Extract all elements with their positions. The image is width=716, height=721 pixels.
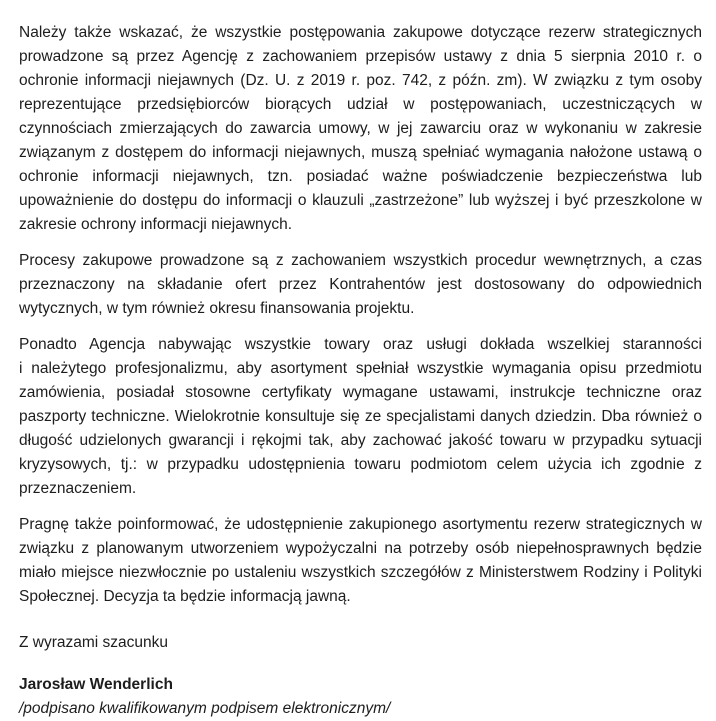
signatory-name: Jarosław Wenderlich: [19, 676, 173, 693]
paragraph-procurement-procedures: Procesy zakupowe prowadzone są z zachowaniem wszystkich procedur wewnętrznych, a czas przeznaczony na składanie ofert przez Kontrahentów jest dostosowany do odpowiednich wytycznych, w tym również okresu finansowania projektu.: [19, 252, 702, 317]
electronic-signature-note: /podpisano kwalifikowanym podpisem elektronicznym/: [19, 700, 391, 717]
closing-salutation: Z wyrazami szacunku: [19, 634, 169, 651]
paragraph-classified-information: Należy także wskazać, że wszystkie postępowania zakupowe dotyczące rezerw strategicznych prowadzone są przez Agencję z zachowaniem przepisów ustawy z dnia 5 sierpnia 2010 r. o ochronie informacji niejawnych (Dz. U. z 2019 r. poz. 742, z późn. zm). W związku z tym osoby reprezentujące przedsiębiorców biorących udział w postępowaniach, uczestniczących w czynnościach zmierzających do zawarcia umowy, w jej zawarciu oraz w wykonaniu w zakresie związanym z dostępem do informacji niejawnych, muszą spełniać wymagania nałożone ustawą o ochronie informacji niejawnych, tzn. posiadać ważne poświadczenie bezpieczeństwa lub upoważnienie do dostępu do informacji o klauzuli „zastrzeżone” lub wyższej i być przeszkolone w zakresie ochrony informacji niejawnych.: [19, 24, 702, 233]
signature-block: [19, 673, 702, 721]
paragraph-quality-assurance: Ponadto Agencja nabywając wszystkie towary oraz usługi dokłada wszelkiej staranności i należytego profesjonalizmu, aby asortyment spełniał wszystkie wymagania opisu przedmiotu zamówienia, posiadał stosowne certyfikaty wymagane ustawami, instrukcje techniczne oraz paszporty techniczne. Wielokrotnie konsultuje się ze specjalistami danych dziedzin. Dba również o długość udzielonych gwarancji i rękojmi tak, aby zachować jakość towaru w przypadku sytuacji kryzysowych, tj.: w przypadku udostępnienia towaru podmiotom celem użycia ich zgodnie z przeznaczeniem.: [19, 336, 702, 497]
paragraph-rental-announcement: Pragnę także poinformować, że udostępnienie zakupionego asortymentu rezerw strategicznych w związku z planowanym utworzeniem wypożyczalni na potrzeby osób niepełnosprawnych będzie miało miejsce niezwłocznie po ustaleniu wszystkich szczegółów z Ministerstwem Rodziny i Polityki Społecznej. Decyzja ta będzie informacją jawną.: [19, 516, 702, 605]
